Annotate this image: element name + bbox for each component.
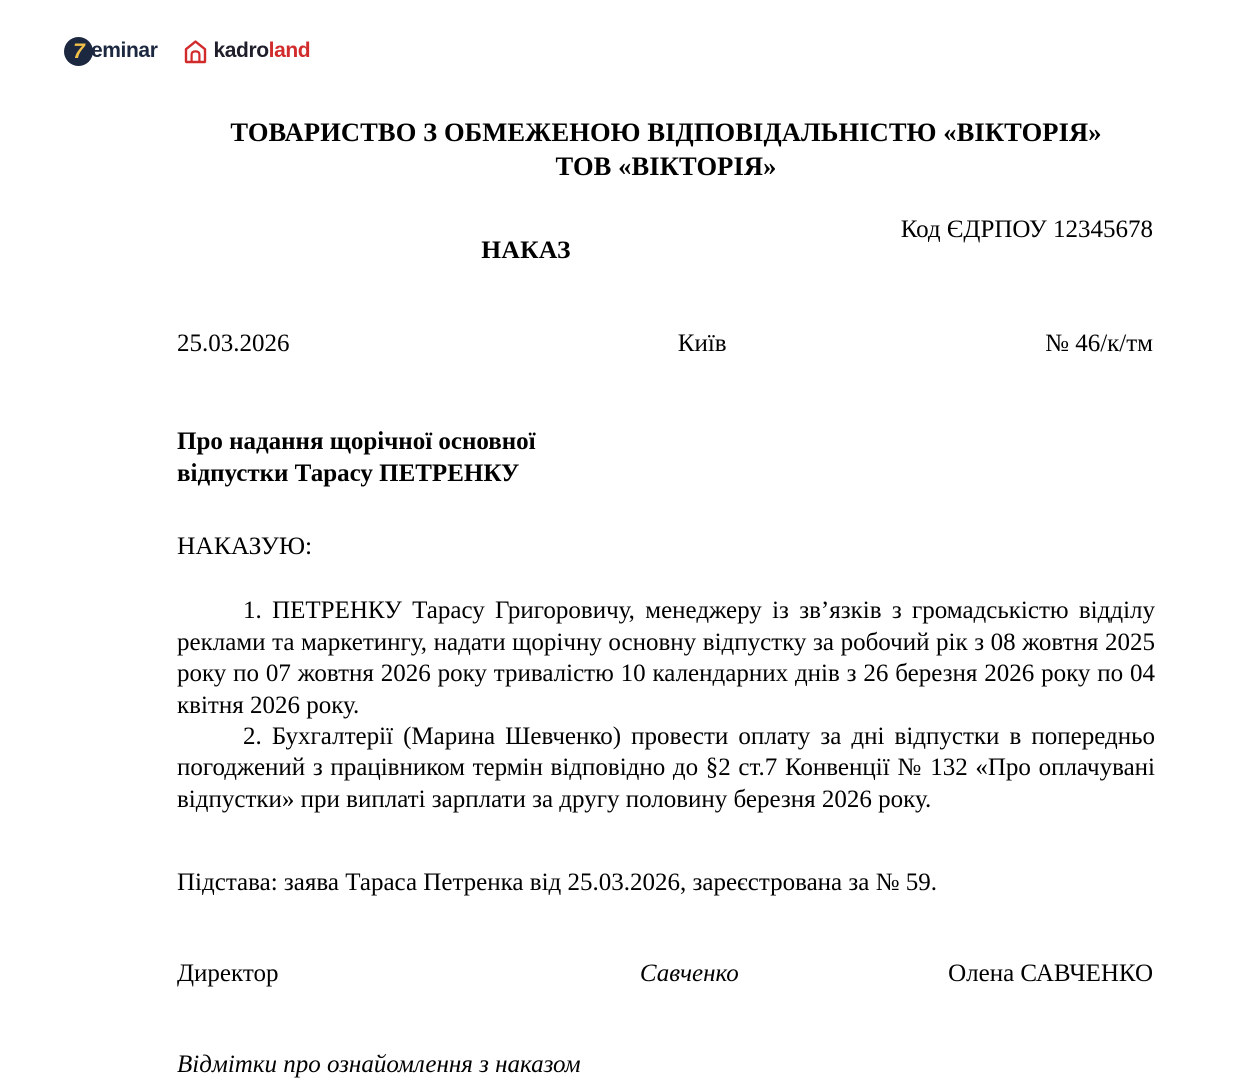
signature-row	[177, 960, 1155, 988]
document-meta-row	[177, 330, 1155, 358]
kadroland-logo-text-dark: kadro	[213, 39, 269, 62]
seminar-logo-text: eminar	[91, 39, 158, 62]
edrpou-code: Код ЄДРПОУ 12345678	[900, 215, 1153, 243]
organization-title-line-1: ТОВАРИСТВО З ОБМЕЖЕНОЮ ВІДПОВІДАЛЬНІСТЮ «ВІКТОРІЯ»	[230, 117, 1102, 147]
seminar-circle-seven-icon: 7	[64, 37, 93, 66]
signatory-position: Директор	[177, 960, 279, 988]
handwritten-signature: Савченко	[639, 960, 739, 988]
document-type-heading: НАКАЗ	[481, 234, 571, 264]
document-subject-line-2: відпустки Тарасу ПЕТРЕНКУ	[177, 460, 520, 488]
clause-item: 1. ПЕТРЕНКУ Тарасу Григоровичу, менеджеру із зв’язків з громадськістю відділу реклами та маркетингу, надати щорічну основну відпустку за робочий рік з 08 жовтня 2025 року по 07 жовтня 2026 року тривалістю 10 календарних днів з 26 березня 2026 року по 04 квітня 2026 року.	[177, 597, 1155, 719]
command-heading: НАКАЗУЮ:	[177, 530, 313, 560]
legal-basis: Підстава: заява Тараса Петренка від 25.03.2026, зареєстрована за № 59.	[177, 869, 937, 897]
document-date: 25.03.2026	[177, 329, 290, 357]
document-subject-line-1: Про надання щорічної основної	[177, 427, 536, 455]
clause-item: 2. Бухгалтерії (Марина Шевченко) провести оплату за дні відпустки в попередньо погоджений з працівником термін відповідно до §2 ст.7 Конвенції № 132 «Про оплачувані відпустки» при виплаті зарплати за другу половину березня 2026 року.	[177, 722, 1155, 813]
document-city: Київ	[677, 329, 727, 357]
order-document	[177, 0, 1155, 1080]
organization-title-line-2: ТОВ «ВІКТОРІЯ»	[555, 151, 777, 182]
kadroland-logo-text-accent: land	[268, 39, 311, 62]
signatory-name: Олена САВЧЕНКО	[948, 960, 1154, 988]
clause-list	[177, 595, 1155, 815]
seminar-logo[interactable]	[64, 37, 157, 66]
document-number: № 46/к/тм	[1045, 329, 1153, 357]
organization-title	[177, 115, 1155, 184]
document-subject	[177, 426, 607, 491]
acknowledgement-note: Відмітки про ознайомлення з наказом	[177, 1051, 581, 1079]
